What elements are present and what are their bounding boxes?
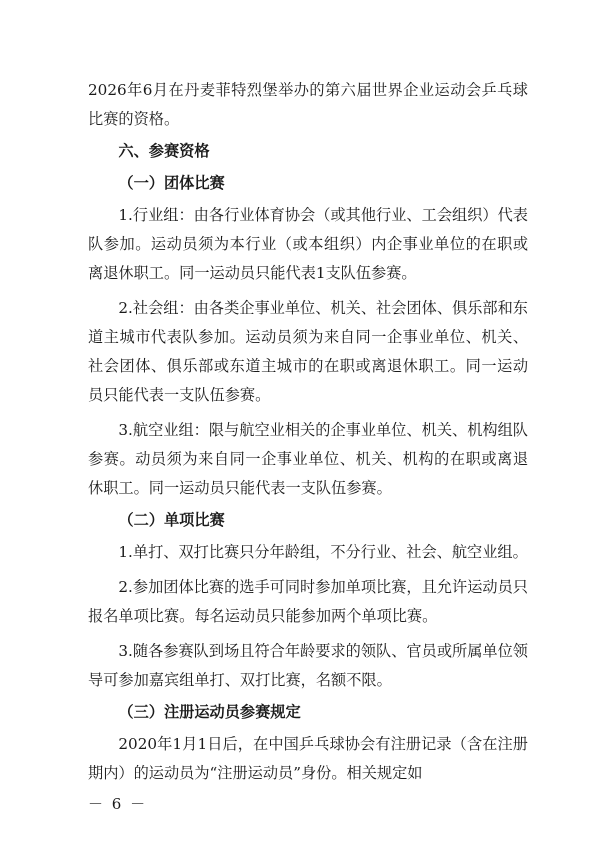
paragraph-guest-group: 3.随各参赛队到场且符合年龄要求的领队、官员或所属单位领导可参加嘉宾组单打、双打比赛，名额不限。 (88, 642, 528, 689)
document-body (88, 76, 528, 788)
paragraph-industry-group: 1.行业组：由各行业体育协会（或其他行业、工会组织）代表队参加。运动员须为本行业（或本组织）内企事业单位的在职或离退休职工。同一运动员只能代表1支队伍参赛。 (88, 206, 528, 282)
paragraph-team-players-individual: 2.参加团体比赛的选手可同时参加单项比赛，且允许运动员只报名单项比赛。每名运动员只能参加两个单项比赛。 (88, 578, 528, 625)
section-heading-eligibility: 六、参赛资格 (118, 142, 210, 160)
paragraph-continuation: 2026年6月在丹麦菲特烈堡举办的第六届世界企业运动会乒乓球比赛的资格。 (88, 81, 528, 128)
subsection-heading-registered: （三）注册运动员参赛规定 (118, 703, 301, 721)
subsection-heading-individual: （二）单项比赛 (118, 511, 225, 529)
paragraph-registered-players: 2020年1月1日后，在中国乒乓球协会有注册记录（含在注册期内）的运动员为“注册运动员”身份。相关规定如 (88, 735, 528, 782)
paragraph-social-group: 2.社会组：由各类企事业单位、机关、社会团体、俱乐部和东道主城市代表队参加。运动员须为来自同一企事业单位、机关、社会团体、俱乐部或东道主城市的在职或离退休职工。同一运动员只能代表一支队伍参赛。 (88, 299, 528, 404)
page-number: － 6 － (88, 795, 148, 813)
subsection-heading-team: （一）团体比赛 (118, 174, 225, 192)
paragraph-singles-doubles: 1.单打、双打比赛只分年龄组，不分行业、社会、航空业组。 (118, 543, 528, 561)
paragraph-aviation-group: 3.航空业组：限与航空业相关的企事业单位、机关、机构组队参赛。动员须为来自同一企事业单位、机关、机构的在职或离退休职工。同一运动员只能代表一支队伍参赛。 (88, 421, 528, 497)
